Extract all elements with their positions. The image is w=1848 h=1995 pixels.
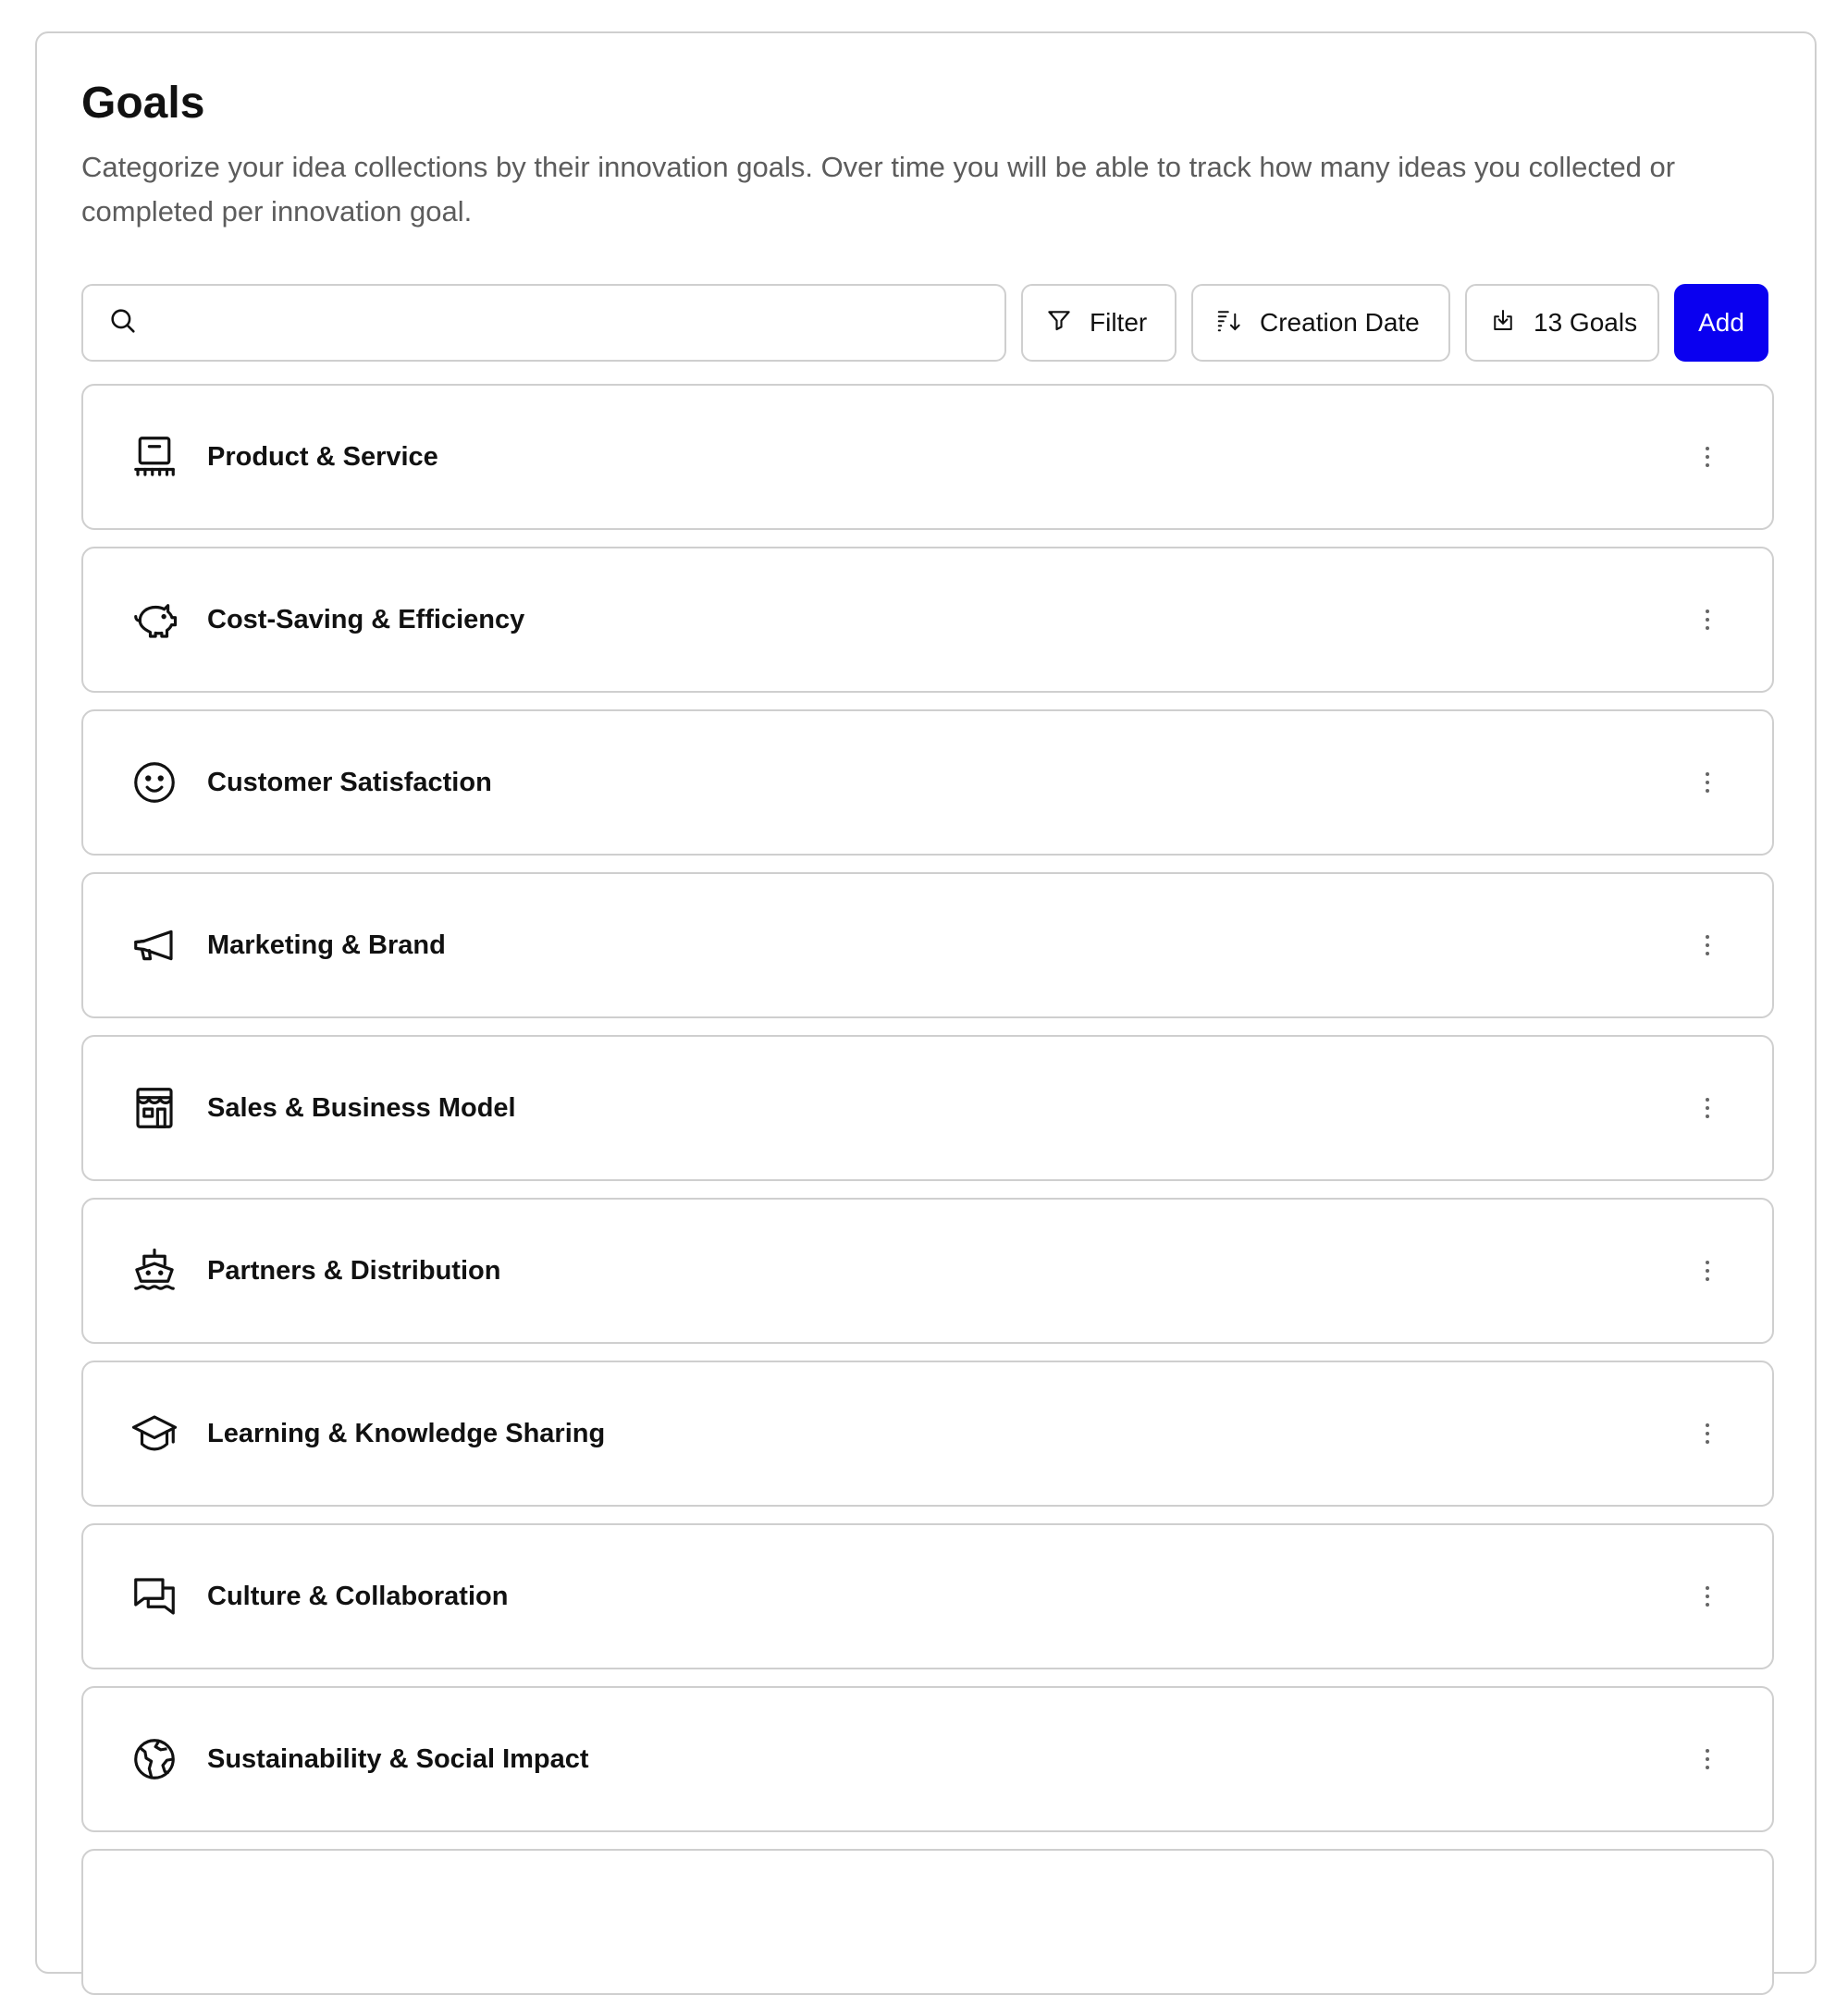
toolbar [81,284,1774,362]
more-options-icon[interactable] [1689,927,1726,964]
goal-item[interactable] [81,709,1774,856]
add-button[interactable]: Add [1674,284,1768,362]
page-title: Goals [81,79,205,128]
goal-item[interactable] [81,384,1774,530]
funnel-icon [1045,306,1073,340]
goal-item-label: Sales & Business Model [207,1092,516,1123]
sort-button[interactable] [1191,284,1450,362]
laptop-icon [129,432,179,482]
goal-item[interactable] [81,1523,1774,1669]
more-options-icon[interactable] [1689,1415,1726,1452]
search-box[interactable] [81,284,1006,362]
goal-item[interactable] [81,1198,1774,1344]
more-options-icon[interactable] [1689,1090,1726,1127]
search-input[interactable] [155,307,980,339]
more-options-icon[interactable] [1689,764,1726,801]
goal-item[interactable] [81,1035,1774,1181]
goal-item[interactable] [81,1686,1774,1832]
goal-item-label: Cost-Saving & Efficiency [207,604,525,634]
goals-count-label: 13 Goals [1534,308,1638,338]
more-options-icon[interactable] [1689,601,1726,638]
filter-button-label: Filter [1090,308,1148,338]
more-options-icon[interactable] [1689,1252,1726,1289]
goal-item-label: Marketing & Brand [207,930,446,960]
more-options-icon[interactable] [1689,1578,1726,1615]
goal-item-label: Learning & Knowledge Sharing [207,1418,606,1448]
storefront-icon [129,1083,179,1133]
globe-icon [129,1734,179,1784]
filter-button[interactable] [1021,284,1177,362]
search-icon [107,305,139,341]
goal-item[interactable] [81,872,1774,1018]
goal-item[interactable] [81,547,1774,693]
goal-item[interactable] [81,1361,1774,1507]
goal-item-label: Partners & Distribution [207,1255,501,1286]
download-tray-icon [1489,306,1517,340]
smiley-icon [129,757,179,807]
goal-item-label: Product & Service [207,441,438,472]
more-options-icon[interactable] [1689,1741,1726,1778]
goal-item-label: Culture & Collaboration [207,1581,509,1611]
chat-bubbles-icon [129,1571,179,1621]
page-description: Categorize your idea collections by their innovation goals. Over time you will be able to track how many ideas you collected or completed per innovation goal. [81,151,1676,228]
goals-panel [35,31,1817,1974]
goal-item-partial[interactable] [81,1849,1774,1995]
export-button[interactable] [1465,284,1659,362]
goals-list [81,384,1774,1995]
goal-item-label: Customer Satisfaction [207,767,492,797]
megaphone-icon [129,920,179,970]
piggy-bank-icon [129,595,179,645]
more-options-icon[interactable] [1689,438,1726,475]
sort-descending-icon [1215,306,1243,340]
graduation-cap-icon [129,1409,179,1459]
sort-button-label: Creation Date [1260,308,1420,338]
goals-panel-content [81,78,1774,1995]
ship-icon [129,1246,179,1296]
goal-item-label: Sustainability & Social Impact [207,1743,589,1774]
